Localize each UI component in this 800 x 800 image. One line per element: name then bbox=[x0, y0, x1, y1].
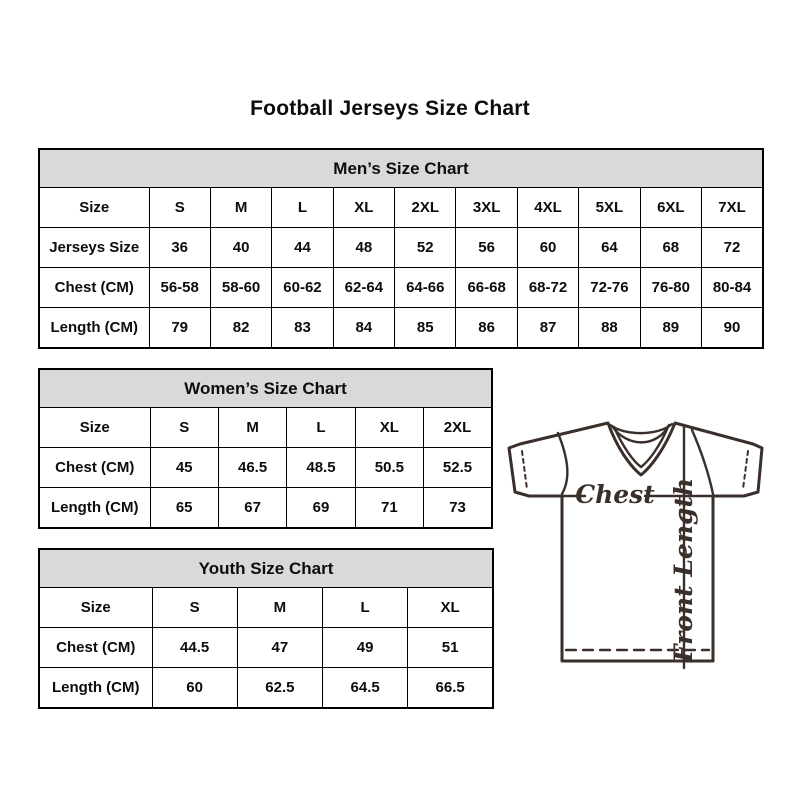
jersey-outline bbox=[509, 423, 762, 661]
youth-row-2 bbox=[39, 668, 493, 708]
mens-cell-r1-c4: 52 bbox=[395, 228, 456, 268]
youth-cell-r1-c0: 44.5 bbox=[152, 628, 237, 668]
youth-cell-r2-c3: 66.5 bbox=[408, 668, 493, 708]
womens-cell-r2-c3: 71 bbox=[355, 488, 423, 528]
youth-size-table bbox=[38, 548, 494, 709]
womens-cell-r1-c4: 52.5 bbox=[424, 448, 492, 488]
youth-cell-r0-c1: M bbox=[237, 588, 322, 628]
mens-cell-r1-c3: 48 bbox=[333, 228, 394, 268]
mens-cell-r2-c9: 80-84 bbox=[702, 268, 763, 308]
mens-cell-r0-c3: XL bbox=[333, 188, 394, 228]
mens-cell-r1-c8: 68 bbox=[640, 228, 701, 268]
mens-row-label-1: Jerseys Size bbox=[39, 228, 149, 268]
mens-row-1 bbox=[39, 228, 763, 268]
youth-cell-r1-c3: 51 bbox=[408, 628, 493, 668]
womens-row-2 bbox=[39, 488, 492, 528]
mens-cell-r2-c2: 60-62 bbox=[272, 268, 333, 308]
mens-cell-r0-c7: 5XL bbox=[579, 188, 640, 228]
womens-table-title: Women’s Size Chart bbox=[39, 369, 492, 408]
mens-cell-r0-c0: S bbox=[149, 188, 210, 228]
youth-cell-r1-c2: 49 bbox=[323, 628, 408, 668]
mens-cell-r0-c1: M bbox=[210, 188, 271, 228]
youth-cell-r0-c2: L bbox=[323, 588, 408, 628]
mens-cell-r0-c9: 7XL bbox=[702, 188, 763, 228]
womens-cell-r0-c0: S bbox=[150, 408, 218, 448]
right-cuff-stitch bbox=[743, 451, 748, 489]
mens-cell-r2-c6: 68-72 bbox=[517, 268, 578, 308]
womens-cell-r2-c2: 69 bbox=[287, 488, 355, 528]
mens-table-title: Men’s Size Chart bbox=[39, 149, 763, 188]
mens-cell-r2-c5: 66-68 bbox=[456, 268, 517, 308]
womens-row-label-2: Length (CM) bbox=[39, 488, 150, 528]
womens-cell-r2-c1: 67 bbox=[218, 488, 286, 528]
youth-table-title: Youth Size Chart bbox=[39, 549, 493, 588]
womens-row-label-1: Chest (CM) bbox=[39, 448, 150, 488]
mens-cell-r3-c9: 90 bbox=[702, 308, 763, 348]
womens-cell-r0-c4: 2XL bbox=[424, 408, 492, 448]
mens-cell-r1-c7: 64 bbox=[579, 228, 640, 268]
left-cuff-stitch bbox=[522, 451, 527, 489]
womens-row-1 bbox=[39, 448, 492, 488]
youth-cell-r1-c1: 47 bbox=[237, 628, 322, 668]
womens-cell-r2-c0: 65 bbox=[150, 488, 218, 528]
mens-row-label-0: Size bbox=[39, 188, 149, 228]
mens-cell-r0-c2: L bbox=[272, 188, 333, 228]
mens-cell-r2-c3: 62-64 bbox=[333, 268, 394, 308]
mens-cell-r3-c8: 89 bbox=[640, 308, 701, 348]
mens-row-3 bbox=[39, 308, 763, 348]
mens-row-2 bbox=[39, 268, 763, 308]
mens-cell-r3-c3: 84 bbox=[333, 308, 394, 348]
mens-cell-r3-c6: 87 bbox=[517, 308, 578, 348]
youth-row-label-0: Size bbox=[39, 588, 152, 628]
mens-cell-r3-c7: 88 bbox=[579, 308, 640, 348]
womens-cell-r1-c3: 50.5 bbox=[355, 448, 423, 488]
youth-cell-r0-c0: S bbox=[152, 588, 237, 628]
page-title: Football Jerseys Size Chart bbox=[250, 97, 530, 120]
jersey-measurement-diagram bbox=[505, 403, 775, 673]
womens-cell-r1-c0: 45 bbox=[150, 448, 218, 488]
chest-label: Chest bbox=[575, 480, 655, 509]
womens-row-0 bbox=[39, 408, 492, 448]
mens-cell-r2-c8: 76-80 bbox=[640, 268, 701, 308]
mens-cell-r0-c8: 6XL bbox=[640, 188, 701, 228]
womens-cell-r0-c1: M bbox=[218, 408, 286, 448]
womens-size-table bbox=[38, 368, 493, 529]
mens-row-label-2: Chest (CM) bbox=[39, 268, 149, 308]
mens-row-0 bbox=[39, 188, 763, 228]
youth-title-row bbox=[39, 549, 493, 588]
mens-cell-r0-c6: 4XL bbox=[517, 188, 578, 228]
mens-title-row bbox=[39, 149, 763, 188]
mens-cell-r1-c5: 56 bbox=[456, 228, 517, 268]
womens-cell-r1-c2: 48.5 bbox=[287, 448, 355, 488]
youth-row-0 bbox=[39, 588, 493, 628]
mens-cell-r2-c1: 58-60 bbox=[210, 268, 271, 308]
mens-cell-r3-c5: 86 bbox=[456, 308, 517, 348]
mens-cell-r2-c4: 64-66 bbox=[395, 268, 456, 308]
womens-cell-r0-c3: XL bbox=[355, 408, 423, 448]
mens-cell-r2-c0: 56-58 bbox=[149, 268, 210, 308]
mens-cell-r3-c1: 82 bbox=[210, 308, 271, 348]
womens-cell-r1-c1: 46.5 bbox=[218, 448, 286, 488]
left-armhole-seam bbox=[558, 433, 567, 494]
mens-cell-r3-c4: 85 bbox=[395, 308, 456, 348]
youth-cell-r2-c2: 64.5 bbox=[323, 668, 408, 708]
youth-cell-r2-c0: 60 bbox=[152, 668, 237, 708]
youth-row-label-2: Length (CM) bbox=[39, 668, 152, 708]
youth-row-1 bbox=[39, 628, 493, 668]
mens-cell-r3-c0: 79 bbox=[149, 308, 210, 348]
youth-cell-r0-c3: XL bbox=[408, 588, 493, 628]
mens-cell-r1-c1: 40 bbox=[210, 228, 271, 268]
mens-cell-r1-c9: 72 bbox=[702, 228, 763, 268]
womens-cell-r0-c2: L bbox=[287, 408, 355, 448]
mens-cell-r0-c5: 3XL bbox=[456, 188, 517, 228]
mens-row-label-3: Length (CM) bbox=[39, 308, 149, 348]
mens-cell-r1-c6: 60 bbox=[517, 228, 578, 268]
front-length-label: Front Length bbox=[669, 477, 698, 663]
mens-cell-r1-c2: 44 bbox=[272, 228, 333, 268]
mens-cell-r0-c4: 2XL bbox=[395, 188, 456, 228]
womens-cell-r2-c4: 73 bbox=[424, 488, 492, 528]
mens-cell-r3-c2: 83 bbox=[272, 308, 333, 348]
youth-cell-r2-c1: 62.5 bbox=[237, 668, 322, 708]
mens-cell-r1-c0: 36 bbox=[149, 228, 210, 268]
jersey-icon bbox=[505, 403, 775, 673]
mens-cell-r2-c7: 72-76 bbox=[579, 268, 640, 308]
youth-row-label-1: Chest (CM) bbox=[39, 628, 152, 668]
collar-arc-shallow bbox=[610, 424, 672, 433]
womens-title-row bbox=[39, 369, 492, 408]
mens-size-table bbox=[38, 148, 764, 349]
womens-row-label-0: Size bbox=[39, 408, 150, 448]
